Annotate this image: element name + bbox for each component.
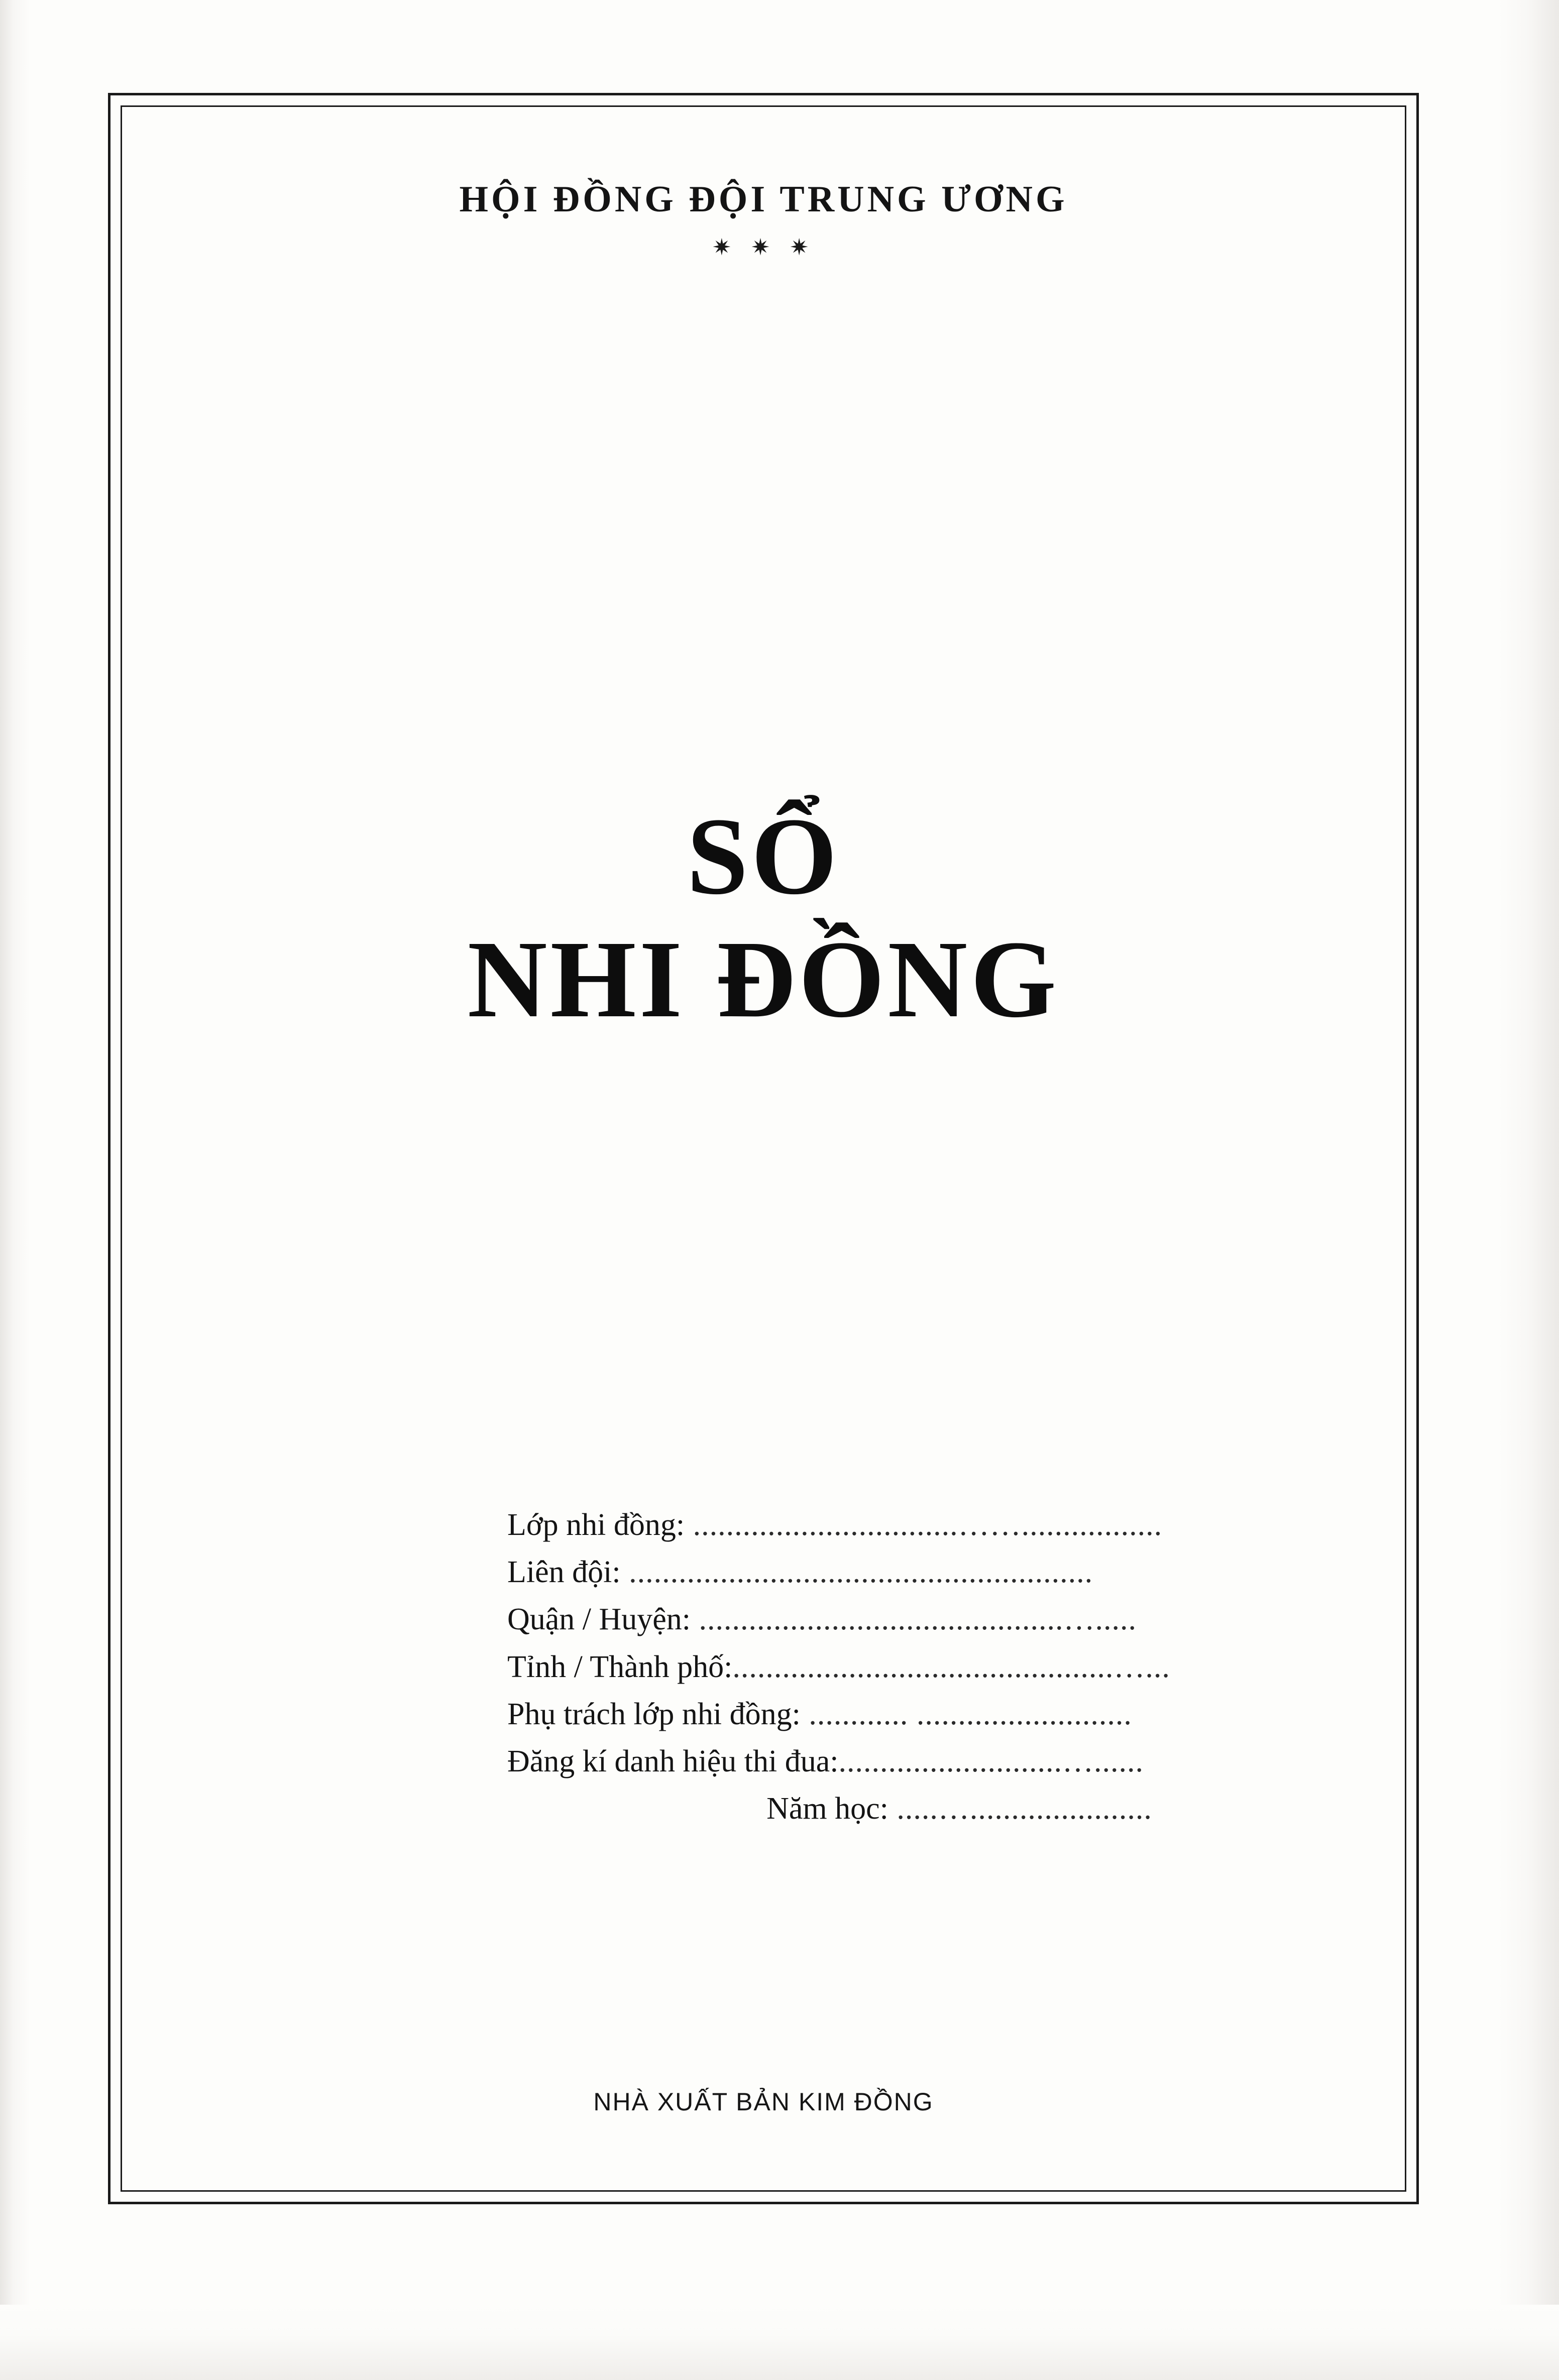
field-dots-class[interactable]: ................................……................. (685, 1508, 1163, 1542)
field-dots-brigade[interactable]: ........................................................ (620, 1555, 1093, 1590)
field-row-class (507, 1501, 1311, 1549)
fill-in-fields (507, 1501, 1311, 1833)
field-label-teacher: Phụ trách lớp nhi đồng: (507, 1697, 801, 1731)
page-title-line-2: NHI ĐỒNG (467, 918, 1060, 1040)
star-ornament-icon: ✷ ✷ ✷ (712, 233, 815, 261)
field-label-brigade: Liên đội: (507, 1555, 621, 1590)
field-dots-teacher[interactable]: ............ .......................... (800, 1697, 1132, 1731)
scan-edge-bottom (0, 2305, 1559, 2380)
field-label-class: Lớp nhi đồng: (507, 1508, 685, 1542)
field-label-school-year: Năm học: (766, 1792, 888, 1826)
field-dots-province[interactable]: ..............................................…... (732, 1649, 1170, 1684)
field-dots-district[interactable]: ............................................…..... (691, 1602, 1137, 1637)
field-row-teacher (507, 1691, 1311, 1738)
scan-edge-left (0, 0, 30, 2380)
field-row-award (507, 1738, 1311, 1785)
field-dots-award[interactable]: ...........................…...... (838, 1744, 1144, 1779)
field-label-award: Đăng kí danh hiệu thi đua: (507, 1744, 839, 1779)
field-row-district (507, 1596, 1311, 1643)
page-title-line-1: SỔ (687, 795, 840, 917)
publisher-name: NHÀ XUẤT BẢN KIM ĐỒNG (593, 2088, 934, 2116)
field-row-school-year (507, 1785, 1311, 1832)
field-dots-school-year[interactable]: .....…...................... (888, 1792, 1152, 1826)
page-title (121, 795, 1406, 1045)
cover-content (121, 105, 1406, 2192)
field-row-brigade (507, 1549, 1311, 1596)
field-row-province (507, 1643, 1311, 1691)
organization-title: HỘI ĐỒNG ĐỘI TRUNG ƯƠNG (459, 179, 1068, 220)
scan-edge-right (1499, 0, 1559, 2380)
field-label-province: Tỉnh / Thành phố: (507, 1649, 733, 1684)
field-label-district: Quận / Huyện: (507, 1602, 691, 1637)
